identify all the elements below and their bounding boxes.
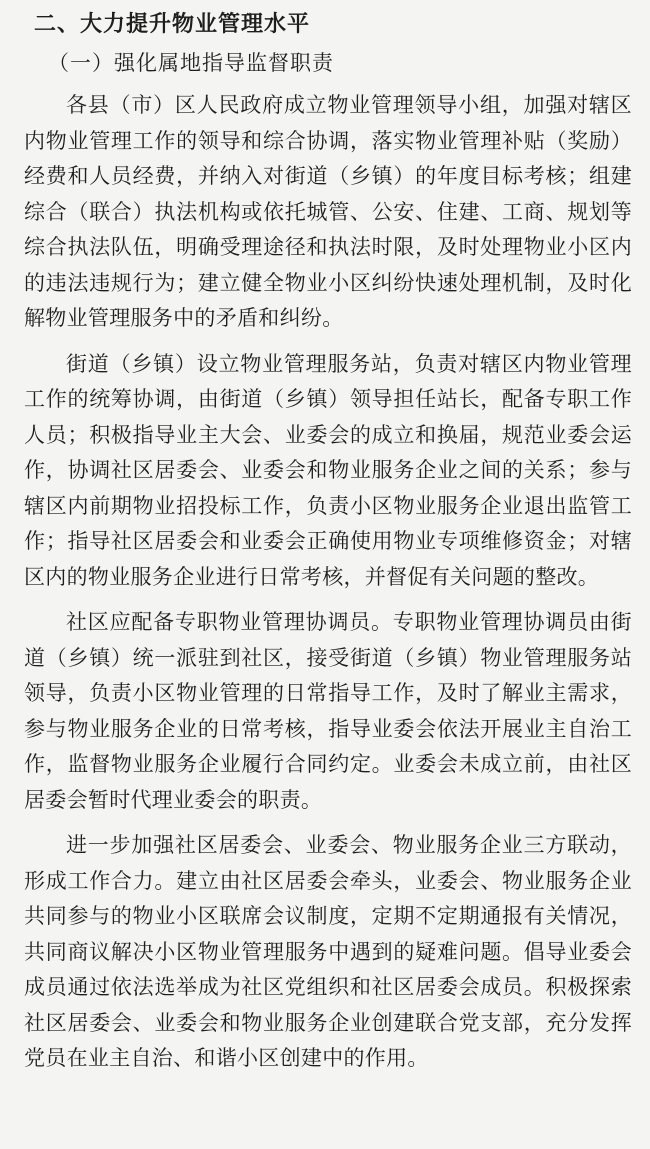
paragraph-line: 综合（联合）执法机构或依托城管、公安、住建、工商、规划等 — [24, 199, 632, 224]
subsection-heading: （一）强化属地指导监督职责 — [48, 51, 334, 75]
paragraph-line: 进一步加强社区居委会、业委会、物业服务企业三方联动， — [66, 833, 632, 857]
paragraph-line: 辖区内前期物业招投标工作，负责小区物业服务企业退出监管工 — [24, 493, 632, 518]
paragraph-line: 街道（乡镇）设立物业管理服务站，负责对辖区内物业管理 — [66, 351, 632, 376]
paragraph-line: 社区应配备专职物业管理协调员。专职物业管理协调员由街 — [66, 610, 632, 634]
paragraph-4 — [24, 828, 632, 1077]
paragraph-2 — [24, 347, 632, 596]
body-text — [24, 88, 632, 1077]
paragraph-line: 综合执法队伍，明确受理途径和执法时限，及时处理物业小区内 — [24, 235, 632, 259]
paragraph-line: 党员在业主自治、和谐小区创建中的作用。 — [24, 1046, 429, 1070]
paragraph-line: 居委会暂时代理业委会的职责。 — [24, 787, 323, 812]
paragraph-line: 领导，负责小区物业管理的日常指导工作，及时了解业主需求， — [24, 681, 632, 705]
paragraph-line: 社区居委会、业委会和物业服务企业创建联合党支部，充分发挥 — [24, 1010, 632, 1035]
paragraph-line: 形成工作合力。建立由社区居委会牵头，业委会、物业服务企业 — [24, 868, 632, 893]
paragraph-line: 作，协调社区居委会、业委会和物业服务企业之间的关系；参与 — [24, 458, 632, 482]
paragraph-1 — [24, 88, 632, 337]
paragraph-line: 各县（市）区人民政府成立物业管理领导小组，加强对辖区 — [66, 93, 632, 117]
paragraph-line: 共同商议解决小区物业管理服务中遇到的疑难问题。倡导业委会 — [24, 939, 632, 964]
paragraph-line: 参与物业服务企业的日常考核，指导业委会依法开展业主自治工 — [24, 716, 632, 741]
section-heading: 二、大力提升物业管理水平 — [34, 11, 311, 37]
paragraph-line: 人员；积极指导业主大会、业委会的成立和换届，规范业委会运 — [24, 422, 632, 447]
paragraph-3 — [24, 605, 632, 818]
paragraph-line: 共同参与的物业小区联席会议制度，定期不定期通报有关情况， — [24, 904, 632, 928]
paragraph-line: 区内的物业服务企业进行日常考核，并督促有关问题的整改。 — [24, 564, 600, 589]
paragraph-line: 的违法违规行为；建立健全物业小区纠纷快速处理机制，及时化 — [24, 270, 632, 295]
paragraph-line: 工作的统筹协调，由街道（乡镇）领导担任站长，配备专职工作 — [24, 387, 632, 411]
paragraph-line: 作；指导社区居委会和业委会正确使用物业专项维修资金；对辖 — [24, 529, 632, 553]
paragraph-line: 解物业管理服务中的矛盾和纠纷。 — [24, 306, 344, 330]
paragraph-line: 成员通过依法选举成为社区党组织和社区居委会成员。积极探索 — [24, 975, 632, 999]
paragraph-line: 作，监督物业服务企业履行合同约定。业委会未成立前，由社区 — [24, 752, 632, 776]
paragraph-line: 经费和人员经费，并纳入对街道（乡镇）的年度目标考核；组建 — [24, 164, 632, 188]
paragraph-line: 道（乡镇）统一派驻到社区，接受街道（乡镇）物业管理服务站 — [24, 645, 632, 670]
paragraph-line: 内物业管理工作的领导和综合协调，落实物业管理补贴（奖励） — [24, 128, 632, 153]
